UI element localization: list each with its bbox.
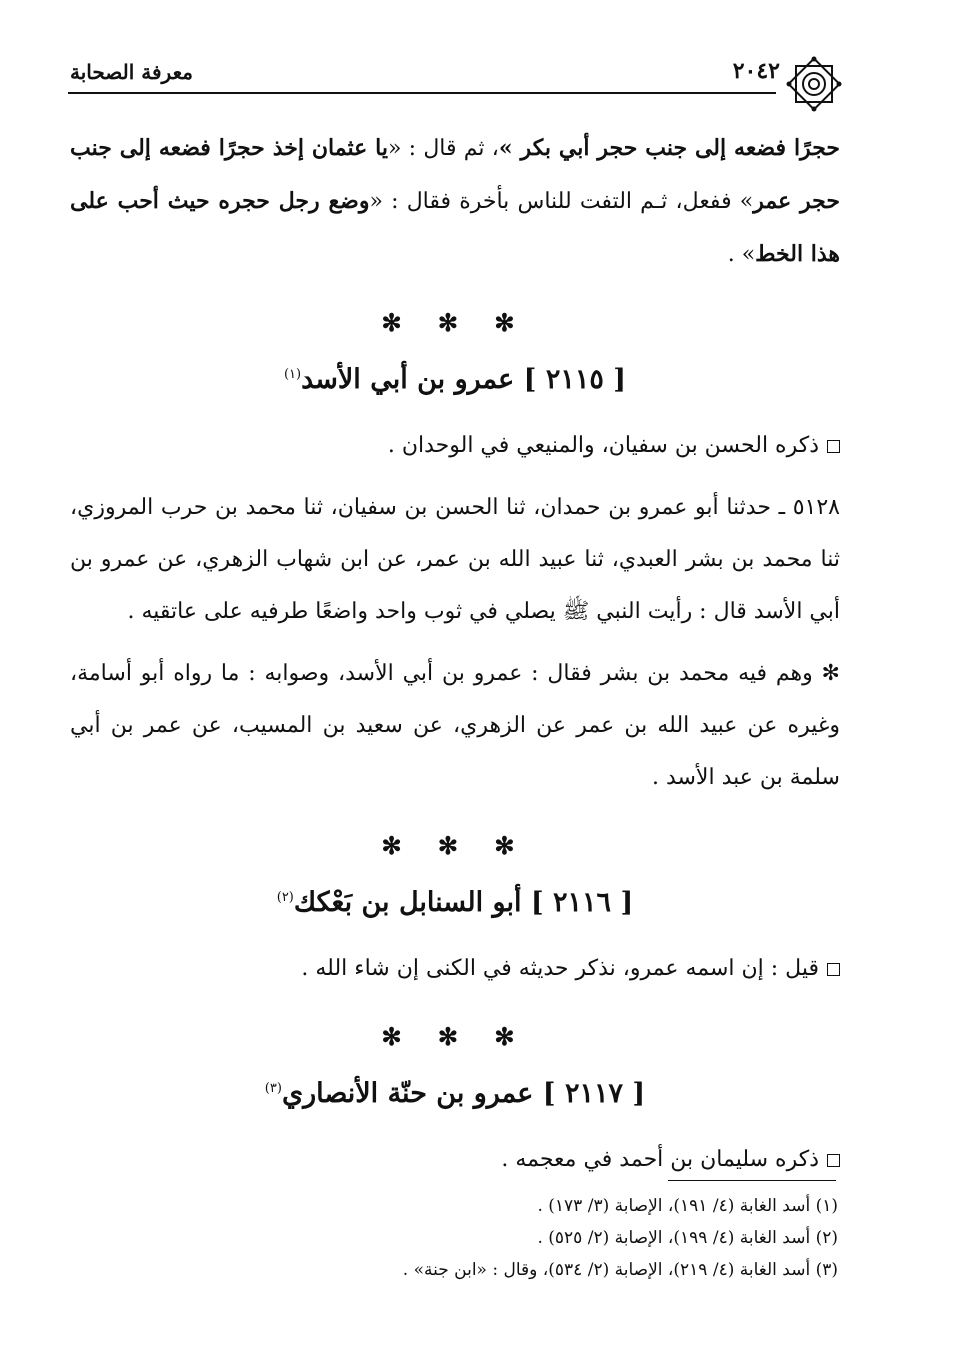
entry-title (70, 353, 840, 402)
footnotes (100, 1190, 838, 1286)
text-phrase: ، ثم قال : « (387, 136, 499, 161)
entry-title-text: [ ٢١١٥ ] عمرو بن أبي الأسد (301, 364, 627, 395)
entry-intro (70, 943, 840, 995)
page-number: ٢٠٤٢ (732, 58, 780, 84)
footnote: (٣) أسد الغابة (٤/ ٢١٩)، الإصابة (٢/ ٥٣٤)، وقال : «ابن جنة» . (402, 1260, 838, 1280)
footnote: (١) أسد الغابة (٤/ ١٩١)، الإصابة (٣/ ١٧٣) . (537, 1196, 838, 1216)
entry-intro (70, 1134, 840, 1186)
entry-title-text: [ ٢١١٧ ] عمرو بن حنّة الأنصاري (281, 1078, 646, 1109)
entry-intro-text: ذكره الحسن بن سفيان، والمنيعي في الوحدان . (387, 433, 819, 458)
hadith-paragraph: ٥١٢٨ ـ حدثنا أبو عمرو بن حمدان، ثنا الحسن بن سفيان، ثنا محمد بن حرب المروزي، ثنا محمد بن بشر العبدي، ثنا عبيد الله بن عمر، عن ابن شهاب الزهري، عن عمرو بن أبي الأسد قال : رأيت النبي ﷺ يصلي في ثوب واحد واضعًا طرفيه على عاتقيه . (70, 495, 840, 624)
entry-title-text: [ ٢١١٦ ] أبو السنابل بن بَعْكك (293, 887, 634, 918)
bold-quote: وضع رجل حجره حيث أحب على هذا الخط (70, 188, 840, 267)
section-separator: ✻ ✻ ✻ (381, 1022, 529, 1051)
entry-title (70, 876, 840, 925)
main-text (70, 122, 840, 1186)
entry-intro-text: قيل : إن اسمه عمرو، نذكر حديثه في الكنى إن شاء الله . (301, 956, 819, 981)
text-phrase: » ففعل، ثـم التفت للناس بأخرة فقال : « (369, 189, 754, 214)
header-divider (68, 92, 776, 94)
note-paragraph: ✻ وهم فيه محمد بن بشر فقال : عمرو بن أبي الأسد، وصوابه : ما رواه أبو أسامة، وغيره عن عبيد الله بن عمر عن الزهري، عن سعيد بن المسيب، عن عمر بن أبي سلمة بن عبد الأسد . (70, 661, 840, 790)
footnote-ref: (١) (283, 367, 302, 382)
square-bullet-icon (827, 440, 840, 453)
continuation-paragraph (70, 122, 840, 281)
bold-phrase: يا عثمان إخذ حجرًا فضعه إلى جنب حجر عمر (70, 135, 840, 214)
text-phrase: » . (727, 242, 756, 267)
square-bullet-icon (827, 1154, 840, 1167)
octagram-ornament-icon (782, 52, 846, 116)
footnote-ref: (٣) (264, 1081, 282, 1096)
bold-phrase: حجرًا فضعه إلى جنب حجر أبي بكر » (498, 135, 840, 161)
section-separator: ✻ ✻ ✻ (381, 308, 529, 337)
footnote: (٢) أسد الغابة (٤/ ١٩٩)، الإصابة (٢/ ٥٢٥) . (537, 1228, 838, 1248)
square-bullet-icon (827, 963, 840, 976)
page-header (68, 48, 838, 108)
section-separator: ✻ ✻ ✻ (381, 831, 529, 860)
book-title: معرفة الصحابة (70, 60, 193, 84)
footnote-divider (668, 1180, 836, 1181)
entry-intro (70, 420, 840, 472)
entry-title (70, 1067, 840, 1116)
footnote-ref: (٢) (276, 890, 294, 905)
entry-intro-text: ذكره سليمان بن أحمد في معجمه . (501, 1147, 819, 1172)
